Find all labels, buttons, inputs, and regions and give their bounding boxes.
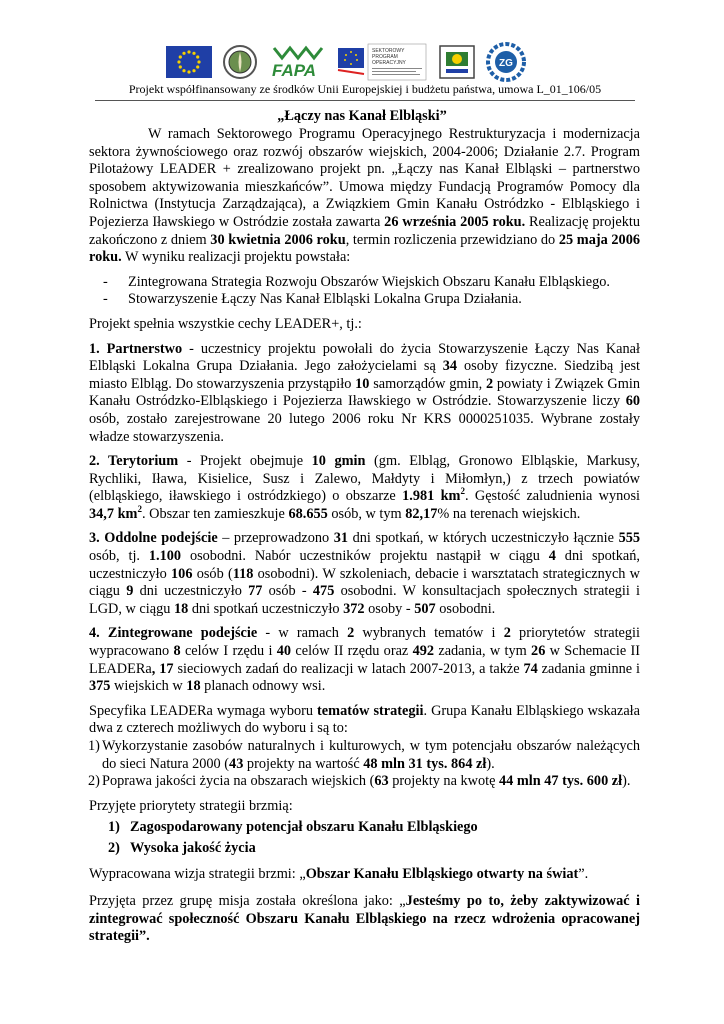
theme-item: 1) Wykorzystanie zasobów naturalnych i kulturowych, w tym potencjału obszarów należących do sieci Natura 2000 (43 projekty na wartość 48 mln 31 tys. 864 zł). [88, 738, 640, 772]
sektorowy-program-operacyjny-logo-icon [336, 42, 428, 82]
document-title: „Łączy nas Kanał Elbląski” [277, 108, 447, 124]
section-partnerstwo: 1. Partnerstwo - uczestnicy projektu powołali do życia Stowarzyszenie Łączy Nas Kanał Elbląski Lokalna Grupa Działania. Jego założycielami są 34 osoby fizyczne. Siedzibą jest miasto Elbląg. Do stowarzyszenia przystąpiło 10 samorządów gmin, 2 powiaty i Związek Gmin Kanału Ostródzko-Elbląskiego i Pojezierza Iławskiego w Ostródzie. Stowarzyszenie liczy 60 osób, zostało zarejestrowane 20 lutego 2006 roku Nr KRS 0000251035. Wybrane zostały władze stowarzyszenia. [89, 340, 640, 445]
document-body [89, 126, 640, 953]
emblem-icon [222, 44, 258, 80]
section-terytorium: 2. Terytorium - Projekt obejmuje 10 gmin (gm. Elbląg, Gronowo Elbląskie, Markusy, Rychliki, Iława, Kisielice, Susz i Zalewo, Małdyty i Miłomłyn,) z trzech powiatów (elbląskiego, iławskiego i ostródzkiego) o obszarze 1.981 $km^2$. Gęstość zaludnienia wynosi 34,7 $km^2$. Obszar ten zamieszkuje 68.655 osób, w tym 82,17% na terenach wiejskich. [89, 453, 640, 522]
section-oddolne-podejscie: 3. Oddolne podejście – przeprowadzono 31 dni spotkań, w których uczestniczyło łącznie 555 osób, tj. 1.100 osobodni. Nabór uczestników projektu nastąpił w ciągu 4 dni spotkań, uczestniczyło 106 osób (118 osobodni). W szkoleniach, debacie i warsztatach strategicznych w ciągu 9 dni uczestniczyło 77 osób - 475 osobodni. W konsultacjach społecznych strategii i LGD, w ciągu 18 dni spotkań uczestniczyło 372 osoby - 507 osobodni. [89, 530, 641, 617]
section-zintegrowane-podejscie: 4. Zintegrowane podejście - w ramach 2 wybranych tematów i 2 priorytetów strategii wypracowano 8 celów I rzędu i 40 celów II rzędu oraz 492 zadania, w tym 26 w Schemacie II LEADERa, 17 sieciowych zadań do realizacji w latach 2007-2013, a także 74 zadania gminne i 375 wiejskich w 18 planach odnowy wsi. [89, 625, 641, 695]
priority-item: 1) Zagospodarowany potencjał obszaru Kanału Elbląskiego [108, 819, 478, 836]
fapa-logo-icon [268, 44, 326, 80]
svg-text:PROGRAM: PROGRAM [372, 54, 398, 60]
themes-paragraph: Specyfika LEADERa wymaga wyboru tematów strategii. Grupa Kanału Elbląskiego wskazała dwa z czterech możliwych do wyboru i są to: [89, 702, 640, 737]
svg-text:SEKTOROWY: SEKTOROWY [372, 48, 405, 54]
theme-item: 2) Poprawa jakości życia na obszarach wiejskich (63 projekty na kwotę 44 mln 47 tys. 600 zł). [88, 773, 631, 790]
list-item: - Zintegrowana Strategia Rozwoju Obszarów Wiejskich Obszaru Kanału Elbląskiego. [103, 273, 610, 290]
svg-text:OPERACYJNY: OPERACYJNY [372, 60, 406, 66]
intro-paragraph: W ramach Sektorowego Programu Operacyjnego Restrukturyzacja i modernizacja sektora żywnościowego oraz rozwój obszarów wiejskich, 2004-2006; Działanie 2.7. Program Pilotażowy LEADER + zrealizowano projekt pn. „Łączy nas Kanał Elbląski – partnerstwo sposobem aktywizowania mieszkańców”. Umowa między Fundacją Programów Pomocy dla Rolnictwa (Instytucja Zarządzająca), a Związkiem Gmin Kanału Ostródzko - Elbląskiego i Pojezierza Iławskiego w Ostródzie została zawarta 26 września 2005 roku. Realizację projektu zakończono z dniem 30 kwietnia 2006 roku, termin rozliczenia przewidziano do 25 maja 2006 roku. W wyniku realizacji projektu powstała: [89, 126, 640, 266]
priorities-intro: Przyjęte priorytety strategii brzmią: [89, 797, 293, 814]
vision-paragraph: Wypracowana wizja strategii brzmi: „Obszar Kanału Elbląskiego otwarty na świat”. [89, 865, 589, 882]
funding-line: Projekt współfinansowany ze środków Unii Europejskiej i budżetu państwa, umowa L_01_106/05 [95, 82, 635, 101]
mission-paragraph: Przyjęta przez grupę misja została określona jako: „Jesteśmy po to, żeby zaktywizować i zintegrować społeczność Obszaru Kanału Elbląskiego na rzecz wdrożenia opracowanej strategii”. [89, 893, 641, 945]
eu-flag-icon [166, 46, 212, 78]
zg-logo-icon [486, 42, 526, 82]
list-item: - Stowarzyszenie Łączy Nas Kanał Elbląski Lokalna Grupa Działania. [103, 291, 522, 308]
svg-text:FAPA: FAPA [272, 61, 317, 80]
svg-text:ZG: ZG [499, 58, 513, 69]
leader-logo-icon [438, 44, 476, 80]
logo-strip [166, 40, 566, 84]
features-intro: Projekt spełnia wszystkie cechy LEADER+, tj.: [89, 315, 362, 332]
priority-item: 2) Wysoka jakość życia [108, 839, 256, 856]
